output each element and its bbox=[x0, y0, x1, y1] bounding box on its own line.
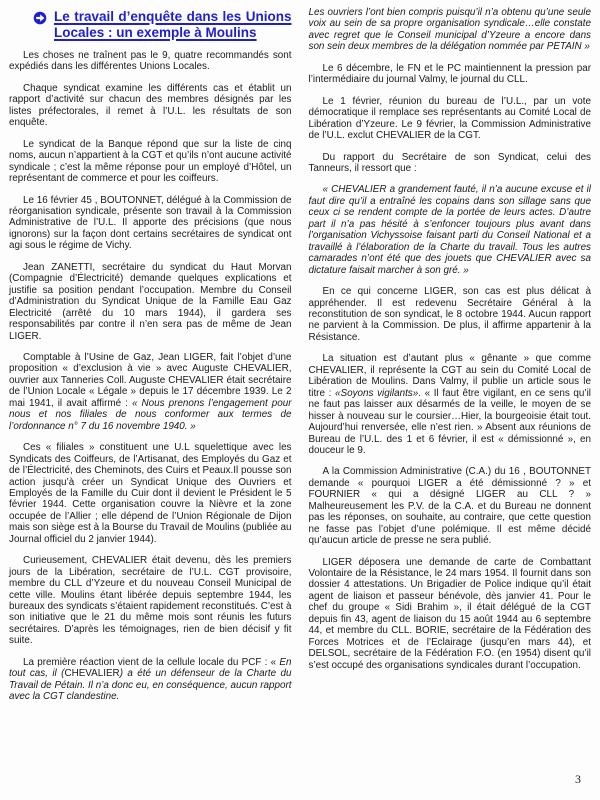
text-segment: Ces « filiales » constituent une U.L squelettique avec les Syndicats des Coiffeurs, de l’Artisanat, des Employés du Gaz et de l’Électricité, des Cheminots, des Cuirs et Peaux.Il pousse son action jusqu’à créer un Syndicat Unique des Ouvriers et Employés de la Famille du Cuir dont il devient le Président le 5 février 1944. Cette organisation couvre la Nièvre et la zone occupée de l’Allier ; elle dépend de l’Union Régionale de Dijon mais son siège est à la Bourse du Travail de Moulins (publiée au Journal officiel du 2 janvier 1944). bbox=[9, 442, 292, 545]
circled-right-arrow-icon bbox=[33, 11, 47, 25]
text-segment: Comptable à l’Usine de Gaz, Jean LIGER, fait l’objet d’une proposition « d’exclusion à vie » avec Auguste CHEVALIER, ouvrier aux Tanneries Coll. Auguste CHEVALIER était secrétaire de l’Union Locale « Légale » depuis le 17 décembre 1939. Le 2 mai 1941, il avait affirmé : bbox=[9, 351, 292, 409]
text-segment: Chaque syndicat examine les différents cas et établit un rapport d’activité sur chacun des membres désignés par les listes préfectorales, il remet à l’U.L. les résultats de son enquête. bbox=[9, 82, 292, 129]
text-segment: Jean ZANETTI, secrétaire du syndicat du Haut Morvan (Compagnie d’Électricité) demande quelques explications et justifie sa position pendant l’occupation. Membre du Conseil d’Administration du Syndicat Unique de la Famille Eau Gaz Electricité (arrêté du 10 mars 1944), il gardera ses responsabilités par contre il n’en sera pas de même de Jean LIGER. bbox=[9, 261, 292, 342]
text-segment: . « Il faut être vigilant, en ce sens qu’il ne faut pas laisser aux désarmés de la veille, le moyen de se hisser à nouveau sur le coursier…Hier, la bourgeoisie était tout. Aujourd’hui renversée, elle n’est rien. » Absent aux réunions de Bureau de l’U.L. des 1 et 6 février, il est « démissionné », en douceur le 9. bbox=[308, 387, 591, 456]
paragraph bbox=[9, 50, 292, 73]
text-segment: Les choses ne traînent pas le 9, quatre recommandés sont expédiés dans les différentes Unions Locales. bbox=[9, 50, 292, 73]
paragraph bbox=[309, 353, 592, 456]
text-segment: CHEVALIER bbox=[64, 668, 120, 680]
paragraph bbox=[309, 184, 592, 276]
paragraph bbox=[309, 466, 592, 546]
text-segment: En ce qui concerne LIGER, son cas est plus délicat à appréhender. Il est redevenu Secrétaire Général à la reconstitution de son syndicat, le 8 octobre 1944. Aucun rapport ne parvient à la Commission. De plus, il affirme appartenir à la Résistance. bbox=[308, 286, 591, 343]
paragraph bbox=[309, 557, 592, 672]
text-segment: Le 1 février, réunion du bureau de l’U.L., par un vote démocratique il remplace ses représentants au Comité Local de Libération d’Yzeure. Le 9 février, la Commission Administrative de l’U.L. exclut CHEVALIER de la CGT. bbox=[308, 95, 591, 142]
paragraph bbox=[9, 352, 292, 432]
paragraph bbox=[309, 286, 592, 343]
paragraph bbox=[9, 139, 292, 185]
paragraph bbox=[9, 262, 292, 342]
paragraph bbox=[309, 152, 592, 175]
text-segment: En tout cas, il ( bbox=[9, 656, 292, 680]
text-segment: « CHEVALIER a grandement fauté, il n’a aucune excuse et il faut dire qu’il a entraîné les copains dans son sillage sans que ceux ci se rendent compte de la portée de leurs actes. D’autre part il n’a pas hésité à s’enfoncer toujours plus avant dans l’organisation Vichyssoise faisant parti du Conseil National et a travaillé à l’élaboration de la Charte du travail. Tous les autres camarades n’ont été que des jouets que CHEVALIER avec sa dictature faisait marcher à son gré. » bbox=[308, 184, 591, 276]
text-segment: Le 6 décembre, le FN et le PC maintiennent la pression par l’intermédiaire du journal Valmy, le journal du CLL. bbox=[308, 62, 591, 86]
text-segment: Le syndicat de la Banque répond que sur la liste de cinq noms, aucun n’appartient à la CGT et qu’ils n’ont aucune activité syndicale ; c’est la même réponse pour un employé d’Hôtel, un représentant de commerce et pour les coiffeurs. bbox=[9, 138, 292, 185]
right-column bbox=[309, 7, 592, 713]
text-segment: Du rapport du Secrétaire de son Syndicat, celui des Tanneurs, il ressort que : bbox=[308, 151, 591, 174]
paragraph bbox=[9, 657, 292, 703]
paragraph bbox=[9, 555, 292, 647]
text-segment: Curieusement, CHEVALIER était devenu, dès les premiers jours de la Libération, secrétaire de l’U.L. CGT provisoire, membre du CLL d’Yzeure et du nouveau Conseil Municipal de cette ville. Moulins étant libérée depuis septembre 1944, les bureaux des syndicats s’étaient rapidement reconstitués. C’est à son initiative que le 21 du même mois sont réunis les futurs secrétaires. D’après les témoignages, rien de bien décisif y fit suite. bbox=[9, 555, 292, 647]
text-segment: Le 16 février 45 , BOUTONNET, délégué à la Commission de réorganisation syndicale, présente son travail à la Commission Administrative de l’U.L. Il apporte des précisions (que nous ignorons) sur la façon dont certains secrétaires de syndicat ont agi sous le régime de Vichy. bbox=[9, 194, 292, 252]
article-title: Le travail d’enquête dans les Unions Locales : un exemple à Moulins bbox=[54, 9, 292, 40]
text-segment: A la Commission Administrative (C.A.) du 16 , BOUTONNET demande « pourquoi LIGER a été démissionné ? » et FOURNIER « qui a désigné LIGER au CLL ? » Malheureusement les P.V. de la C.A. et du Bureau ne donnent pas les réponses, on souhaite, au contraire, que cette question ne fasse pas l’objet d’une polémique. Il est même décidé qu’aucun article de presse ne sera publié. bbox=[308, 466, 591, 547]
text-segment: ) a été un défenseur de la Charte du Travail de Pétain. Il n’a donc eu, en conséquence, aucun rapport avec la CGT clandestine. bbox=[9, 668, 292, 703]
paragraph bbox=[309, 7, 592, 53]
page-number: 3 bbox=[575, 772, 581, 786]
text-segment: «Soyons vigilants» bbox=[335, 387, 419, 399]
text-segment: La première réaction vient de la cellule locale du PCF : « bbox=[23, 656, 280, 668]
paragraph bbox=[309, 96, 592, 142]
paragraph bbox=[9, 83, 292, 129]
left-column bbox=[9, 7, 292, 713]
text-segment: La situation est d’autant plus « gênante » que comme CHEVALIER, il représente la CGT au sein du Comité Local de Libération de Moulins. Dans Valmy, il publie un article sous le titre : bbox=[308, 353, 591, 399]
left-column-paragraphs bbox=[9, 50, 292, 703]
paragraph bbox=[309, 63, 592, 86]
text-segment: « Nous prenons l’engagement pour nous et nos filiales de nous conformer aux termes de l’ordonnance n° 7 du 16 novembre 1940. » bbox=[9, 397, 292, 432]
right-column-paragraphs bbox=[309, 7, 592, 671]
text-segment: Les ouvriers l’ont bien compris puisqu’il n’a obtenu qu’une seule voix au sein de sa propre organisation syndicale…elle constate avec regret que le Conseil municipal d’Yzeure a encore dans son sein deux membres de la délégation nommée par PETAIN » bbox=[308, 7, 591, 53]
text-segment: LIGER déposera une demande de carte de Combattant Volontaire de la Résistance, le 24 mars 1954. Il fournit dans son dossier 4 attestations. Un Brigadier de Police indique qu’il était agent de liaison et passeur bénévole, dès janvier 41. Pour le chef du groupe « Sidi Brahim », il était délégué de la CGT depuis fin 43, agent de liaison du 15 août 1944 au 6 septembre 44, et membre du CLL. BORIE, secrétaire de la Fédération des Forces Motrices et de l’Eclairage (jusqu’en mars 44), et DELSOL, secrétaire de la Fédération F.O. (en 1954) disent qu’il s’est occupé des organisations syndicales durant l’occupation. bbox=[308, 556, 591, 671]
paragraph bbox=[9, 195, 292, 252]
article-heading bbox=[9, 9, 292, 40]
paragraph bbox=[9, 442, 292, 545]
